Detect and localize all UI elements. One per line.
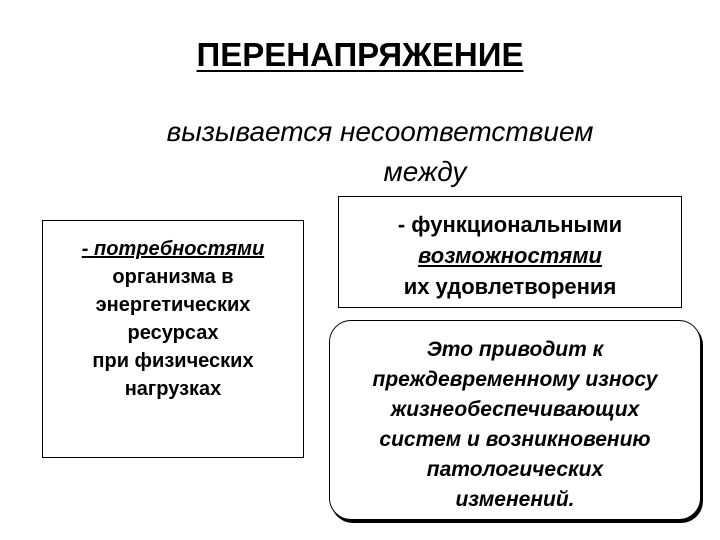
needs-heading [43, 235, 303, 263]
capabilities-emphasis: возможностями [418, 243, 602, 268]
capabilities-line-3: их удовлетворения [403, 274, 617, 299]
needs-line-5: нагрузках [124, 378, 222, 400]
consequence-line-1: Это приводит к [426, 338, 604, 361]
needs-line-1: организма в [112, 266, 234, 288]
capabilities-line-1: - функциональными [397, 212, 623, 237]
capabilities-box [338, 196, 682, 308]
consequence-line-4: систем и возникновению [379, 428, 651, 451]
needs-box [42, 220, 304, 458]
needs-emphasis: потребностями [94, 238, 265, 260]
consequence-line-2: преждевременному износу [372, 368, 658, 391]
title-text: ПЕРЕНАПРЯЖЕНИЕ [196, 36, 524, 73]
page-title [0, 36, 720, 74]
needs-prefix: - [81, 238, 95, 260]
needs-line-2: энергетических [95, 294, 251, 316]
consequence-box [329, 320, 701, 520]
consequence-line-3: жизнеобеспечивающих [390, 398, 640, 421]
consequence-line-5: патологических [426, 458, 604, 481]
consequence-line-6: изменений. [455, 488, 575, 511]
needs-line-3: ресурсах [127, 322, 219, 344]
subtitle-line-2: между [383, 156, 467, 187]
subtitle [100, 112, 660, 192]
needs-line-4: при физических [92, 350, 254, 372]
subtitle-line-1: вызывается несоответствием [166, 116, 594, 147]
